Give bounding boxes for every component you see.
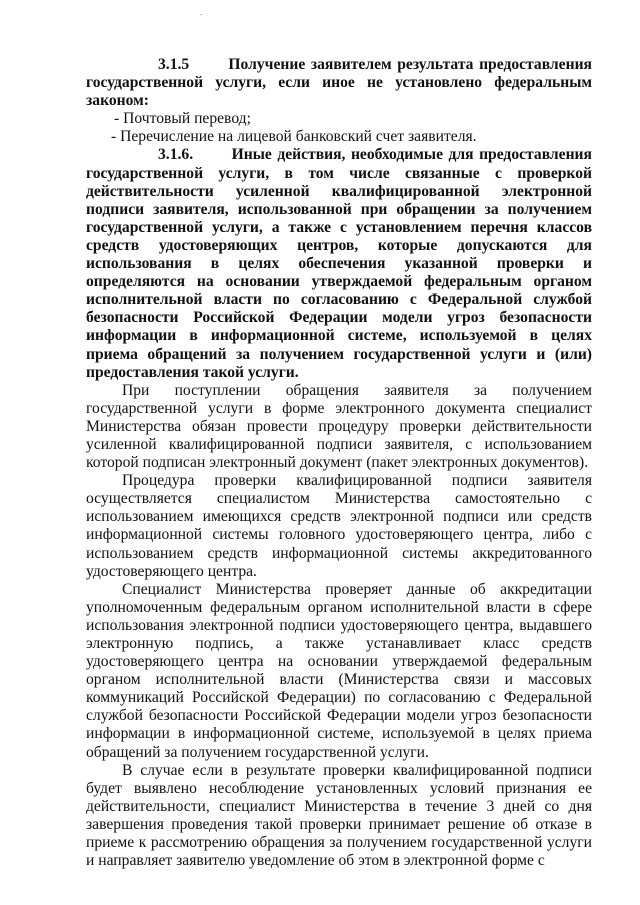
section-3-1-6 xyxy=(86,146,592,381)
paragraph-accreditation-check: Специалист Министерства проверяет данные об аккредитации уполномоченным федеральным органом исполнительной власти в сфере использования электронной подписи удостоверяющего центра, выдавшего электронную подпись, а также устанавливает класс средств удостоверяющего центра на основании утверждаемой федеральным органом исполнительной власти (Министерства связи и массовых коммуникаций Российской Федерации) по согласованию с Федеральной службой безопасности Российской Федерации модели угроз безопасности информации в информационной системе, используемой в целях приема обращений за получением государственной услуги. xyxy=(86,580,592,761)
paragraph-refusal-notice: В случае если в результате проверки квалифицированной подписи будет выявлено несоблюдение установленных условий признания ее действительности, специалист Министерства в течение 3 дней со дня завершения проведения такой проверки принимает решение об отказе в приеме к рассмотрению обращения за получением государственной услуги и направляет заявителю уведомление об этом в электронной форме с xyxy=(86,761,592,870)
document-page xyxy=(86,56,592,870)
section-heading: Иные действия, необходимые для предоставления государственной услуги, в том числе связанные с проверкой действительности усиленной квалифицированной электронной подписи заявителя, использованной при обращении за получением государственной услуги, а также с установлением перечня классов средств удостоверяющих центров, которые допускаются для использования в целях обеспечения указанной проверки и определяются на основании утверждаемой федеральным органом исполнительной власти по согласованию с Федеральной службой безопасности Российской Федерации модели угроз безопасности информации в информационной системе, используемой в целях приема обращений за получением государственной услуги и (или) предоставления такой услуги. xyxy=(86,146,592,381)
list-item-postal-transfer: - Почтовый перевод; xyxy=(114,110,251,128)
section-number: 3.1.6. xyxy=(158,146,194,164)
section-number: 3.1.5 xyxy=(158,56,190,73)
section-heading: Получение заявителем результата предоставления государственной услуги, если иное не установлено федеральным законом: xyxy=(86,56,592,110)
section-3-1-5 xyxy=(86,56,592,110)
list-item-bank-account: - Перечисление на лицевой банковский счет заявителя. xyxy=(111,128,477,146)
paragraph-signature-check-procedure: Процедура проверки квалифицированной подписи заявителя осуществляется специалистом Министерства самостоятельно с использованием имеющихся средств электронной подписи или средств информационной системы головного удостоверяющего центра, либо с использованием средств информационной системы аккредитованного удостоверяющего центра. xyxy=(86,472,592,580)
paragraph-electronic-document-check: При поступлении обращения заявителя за получением государственной услуги в форме электронного документа специалист Министерства обязан провести процедуру проверки действительности усиленной квалифицированной подписи заявителя, с использованием которой подписан электронный документ (пакет электронных документов). xyxy=(86,381,592,472)
scan-speck xyxy=(200,14,202,15)
